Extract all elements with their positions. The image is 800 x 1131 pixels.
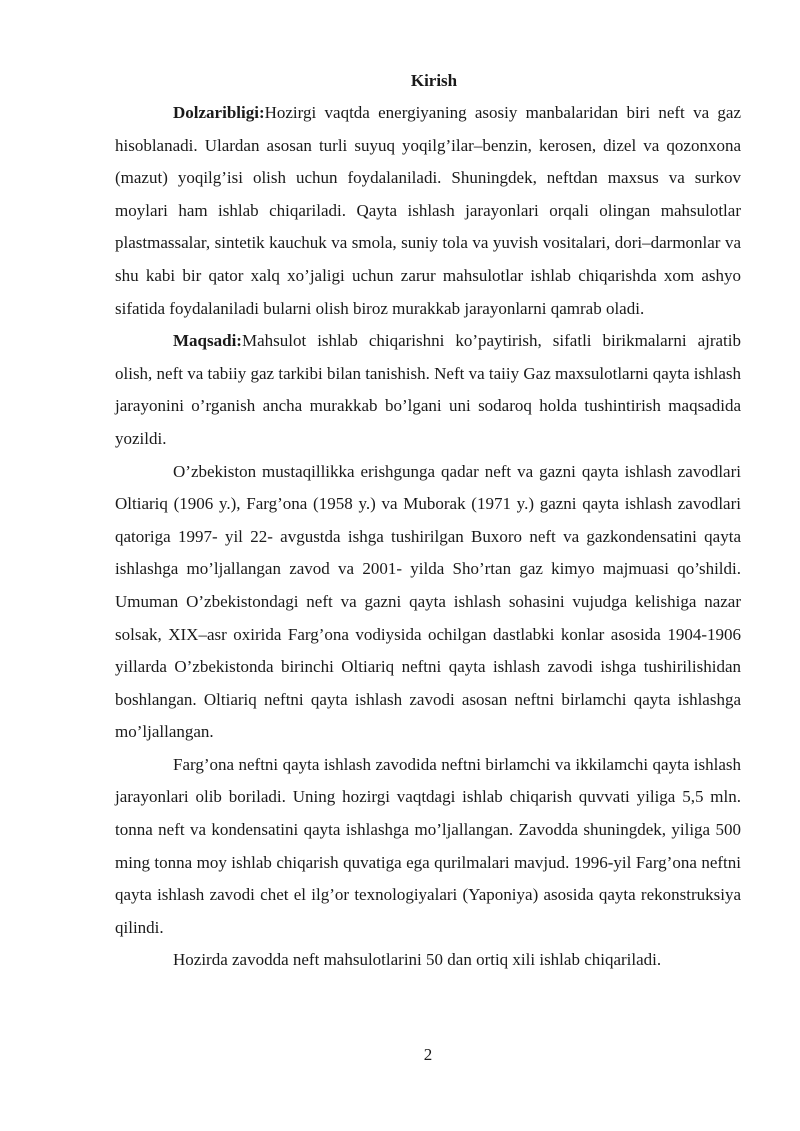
page-title: Kirish [410,71,458,90]
paragraph-text: O’zbekiston mustaqillikka erishgunga qadar neft va gazni qayta ishlash zavodlari Oltiariq (1906 y.), Farg’ona (1958 y.) va Muborak (1971 y.) gazni qayta ishlash zavodlari qatoriga 1997- yil 22- avgustda ishga tushirilgan Buxoro neft va gazkondensatini qayta ishlashga mo’ljallangan zavod va 2001- yilda Sho’rtan gaz kimyo majmuasi qo’shildi. Umuman O’zbekistondagi neft va gazni qayta ishlash sohasini vujudga kelishiga nazar solsak, XIX–asr oxirida Farg’ona vodiysida ochilgan dastlabki konlar asosida 1904-1906 yillarda O’zbekistonda birinchi Oltiariq neftni qayta ishlash zavodi ishga tushirilishidan boshlangan. Oltiariq neftni qayta ishlash zavodi asosan neftni birlamchi qayta ishlashga mo’ljallangan. [115,461,741,742]
paragraph-text: Mahsulot ishlab chiqarishni ko’paytirish, sifatli birikmalarni ajratib olish, neft va tabiiy gaz tarkibi bilan tanishish. Neft va taiiy Gaz maxsulotlarni qayta ishlash jarayonini o’rganish ancha murakkab bo’lgani uni sodaroq holda tushintirish maqsadida yozildi. [115,331,742,448]
paragraph-goal [115,325,741,455]
page-number: 2 [423,1045,433,1064]
paragraph-lead: Dolzaribligi: [173,103,265,122]
paragraph-history [115,456,741,749]
paragraph-text: Farg’ona neftni qayta ishlash zavodida neftni birlamchi va ikkilamchi qayta ishlash jarayonlari olib boriladi. Uning hozirgi vaqtdagi ishlab chiqarish quvvati yiliga 5,5 mln. tonna neft va kondensatini qayta ishlashga mo’ljallangan. Zavodda shuningdek, yiliga 500 ming tonna moy ishlab chiqarish quvatiga ega qurilmalari mavjud. 1996-yil Farg’ona neftni qayta ishlash zavodi chet el ilg’or texnologiyalari (Yaponiya) asosida qayta rekonstruksiya qilindi. [115,754,741,937]
paragraph-current [115,944,741,977]
paragraph-relevance [115,97,741,325]
document-page [115,71,741,977]
paragraph-lead: Maqsadi: [173,331,242,351]
paragraph-text: Hozirgi vaqtda energiyaning asosiy manbalaridan biri neft va gaz hisoblanadi. Ulardan asosan turli suyuq yoqilg’ilar–benzin, kerosen, dizel va qozonxona (mazut) yoqilg’isi olish uchun foydalaniladi. Shuningdek, neftdan maxsus va surkov moylari ham ishlab chiqariladi. Qayta ishlash jarayonlari orqali olingan mahsulotlar plastmassalar, sintetik kauchuk va smola, suniy tola va yuvish vositalari, dori–darmonlar va shu kabi bir qator xalq xo’jaligi uchun zarur mahsulotlar ishlab chiqarishda xom ashyo sifatida foydalaniladi bularni olish biroz murakkab jarayonlarni qamrab oladi. [115,103,741,318]
paragraph-fergana [115,749,741,945]
paragraph-text: Hozirda zavodda neft mahsulotlarini 50 dan ortiq xili ishlab chiqariladi. [173,950,662,970]
